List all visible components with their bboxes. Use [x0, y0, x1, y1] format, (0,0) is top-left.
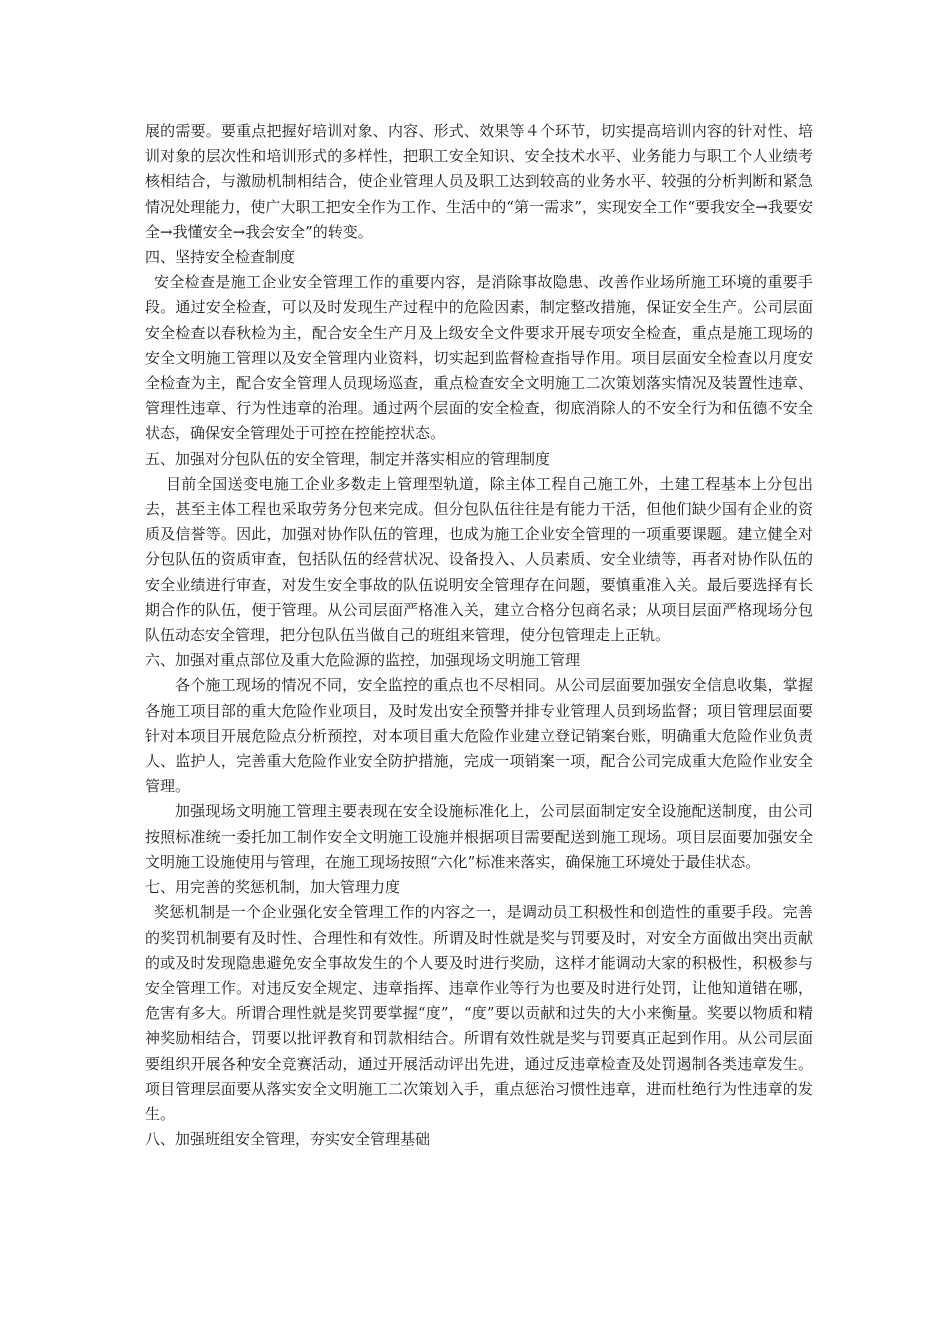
section-heading-4: 四、坚持安全检查制度: [145, 248, 296, 267]
section-heading-5: 五、加强对分包队伍的安全管理，制定并落实相应的管理制度: [145, 449, 551, 468]
paragraph-civilized-construction: 加强现场文明施工管理主要表现在安全设施标准化上，公司层面制定安全设施配送制度，由公司按照标准统一委托加工制作安全文明施工设施并根据项目需要配送到施工现场。项目层面要加强安全文明施工设施使用与管理，在施工现场按照“六化”标准来落实，确保施工环境处于最佳状态。: [145, 802, 813, 871]
section-heading-8: 八、加强班组安全管理，夯实安全管理基础: [145, 1130, 431, 1149]
document-body: [145, 119, 813, 1152]
section-heading-6: 六、加强对重点部位及重大危险源的监控，加强现场文明施工管理: [145, 651, 581, 670]
paragraph-reward-punishment: 奖惩机制是一个企业强化安全管理工作的内容之一，是调动员工积极性和创造性的重要手段。完善的奖罚机制要有及时性、合理性和有效性。所谓及时性就是奖与罚要及时，对安全方面做出突出贡献的或及时发现隐患避免安全事故发生的个人要及时进行奖励，这样才能调动大家的积极性，积极参与安全管理工作。对违反安全规定、违章指挥、违章作业等行为也要及时进行处罚，让他知道错在哪，危害有多大。所谓合理性就是奖罚要掌握“度”，“度”要以贡献和过失的大小来衡量。奖要以物质和精神奖励相结合，罚要以批评教育和罚款相结合。所谓有效性就是奖与罚要真正起到作用。从公司层面要组织开展各种安全竞赛活动，通过开展活动评出先进，通过反违章检查及处罚遏制各类违章发生。项目管理层面要从落实安全文明施工二次策划入手，重点惩治习惯性违章，进而杜绝行为性违章的发生。: [145, 903, 813, 1123]
paragraph-continuation: 展的需要。要重点把握好培训对象、内容、形式、效果等４个环节，切实提高培训内容的针对性、培训对象的层次性和培训形式的多样性，把职工安全知识、安全技术水平、业务能力与职工个人业绩考核相结合，与激励机制相结合，使企业管理人员及职工达到较高的业务水平、较强的分析判断和紧急情况处理能力，使广大职工把安全作为工作、生活中的“第一需求”，实现安全工作“要我安全→我要安全→我懂安全→我会安全”的转变。: [145, 122, 813, 241]
section-heading-7: 七、用完善的奖惩机制，加大管理力度: [145, 878, 401, 897]
paragraph-safety-inspection: 安全检查是施工企业安全管理工作的重要内容，是消除事故隐患、改善作业场所施工环境的重要手段。通过安全检查，可以及时发现生产过程中的危险因素，制定整改措施，保证安全生产。公司层面安全检查以春秋检为主，配合安全生产月及上级安全文件要求开展专项安全检查，重点是施工现场的安全文明施工管理以及安全管理内业资料，切实起到监督检查指导作用。项目层面安全检查以月度安全检查为主，配合安全管理人员现场巡查，重点检查安全文明施工二次策划落实情况及装置性违章、管理性违章、行为性违章的治理。通过两个层面的安全检查，彻底消除人的不安全行为和伍德不安全状态，确保安全管理处于可控在控能控状态。: [145, 273, 813, 443]
paragraph-hazard-monitoring: 各个施工现场的情况不同，安全监控的重点也不尽相同。从公司层面要加强安全信息收集，掌握各施工项目部的重大危险作业项目，及时发出安全预警并排专业管理人员到场监督；项目管理层面要针对本项目开展危险点分析预控，对本项目重大危险作业建立登记销案台账，明确重大危险作业负责人、监护人，完善重大危险作业安全防护措施，完成一项销案一项，配合公司完成重大危险作业安全管理。: [145, 676, 813, 796]
paragraph-subcontractor-management: 目前全国送变电施工企业多数走上管理型轨道，除主体工程自己施工外，土建工程基本上分包出去，甚至主体工程也采取劳务分包来完成。但分包队伍往往是有能力干活，但他们缺少国有企业的资质及信誉等。因此，加强对协作队伍的管理，也成为施工企业安全管理的一项重要课题。建立健全对分包队伍的资质审查，包括队伍的经营状况、设备投入、人员素质、安全业绩等，再者对协作队伍的安全业绩进行审查，对发生安全事故的队伍说明安全管理存在问题，要慎重准入关。最后要选择有长期合作的队伍，便于管理。从公司层面严格准入关，建立合格分包商名录；从项目层面严格现场分包队伍动态安全管理，把分包队伍当做自己的班组来管理，使分包管理走上正轨。: [145, 474, 813, 645]
